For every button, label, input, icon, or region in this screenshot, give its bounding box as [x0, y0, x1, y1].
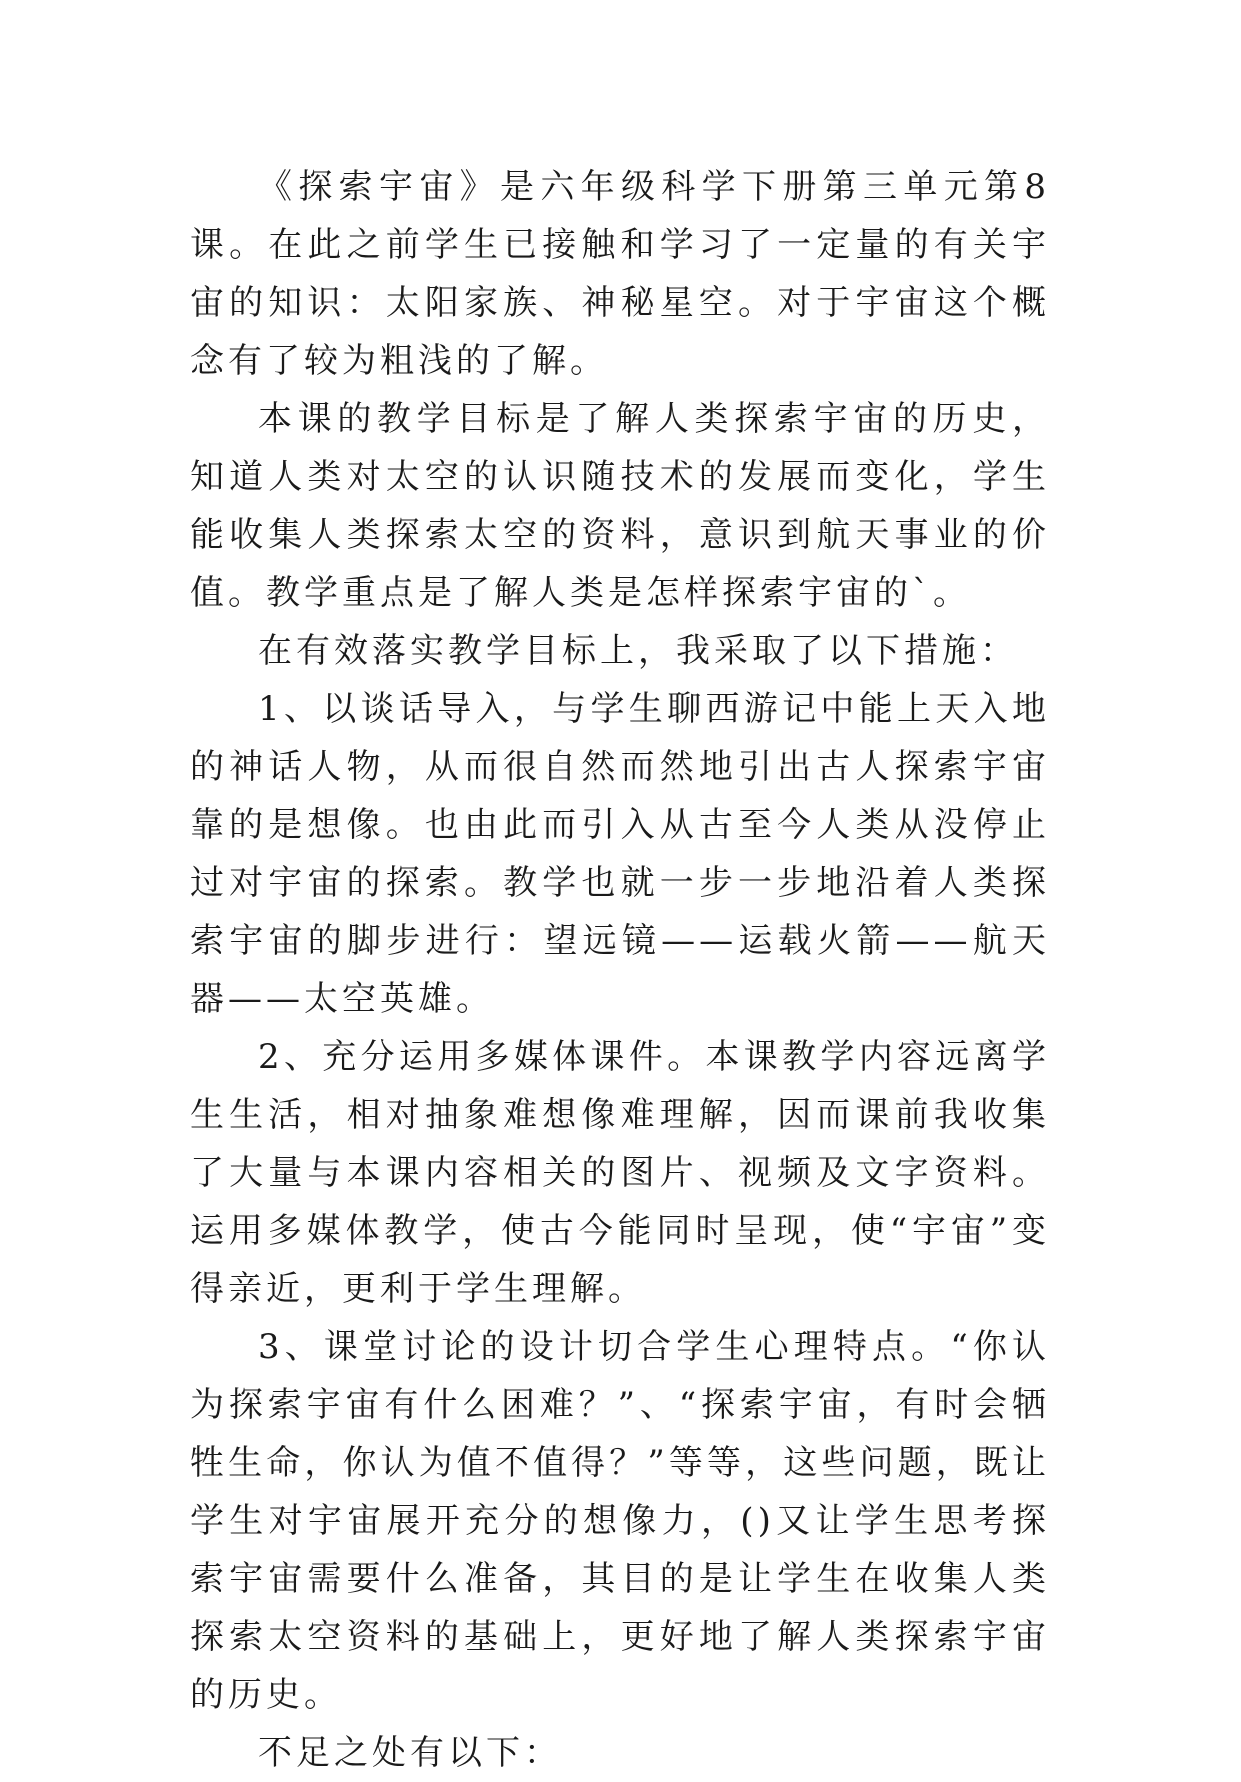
paragraph-objectives: 本课的教学目标是了解人类探索宇宙的历史，知道人类对太空的认识随技术的发展而变化，学生能收集人类探索太空的资料，意识到航天事业的价值。教学重点是了解人类是怎样探索宇宙的`。: [190, 399, 1050, 613]
paragraph-measure-3: 3、课堂讨论的设计切合学生心理特点。“你认为探索宇宙有什么困难？”、“探索宇宙，有时会牺牲生命，你认为值不值得？”等等，这些问题，既让学生对宇宙展开充分的想像力，()又让学生思考探索宇宙需要什么准备，其目的是让学生在收集人类探索太空资料的基础上，更好地了解人类探索宇宙的历史。: [190, 1327, 1050, 1715]
paragraph-measure-1: 1、以谈话导入，与学生聊西游记中能上天入地的神话人物，从而很自然而然地引出古人探索宇宙靠的是想像。也由此而引入从古至今人类从没停止过对宇宙的探索。教学也就一步一步地沿着人类探索宇宙的脚步进行：望远镜——运载火箭——航天器——太空英雄。: [190, 689, 1050, 1019]
paragraph-shortcomings-heading: 不足之处有以下：: [258, 1733, 562, 1773]
document-body: [190, 158, 1050, 1782]
paragraph-measure-2: 2、充分运用多媒体课件。本课教学内容远离学生生活，相对抽象难想像难理解，因而课前我收集了大量与本课内容相关的图片、视频及文字资料。运用多媒体教学，使古今能同时呈现，使“宇宙”变得亲近，更利于学生理解。: [190, 1037, 1050, 1309]
paragraph-intro: 《探索宇宙》是六年级科学下册第三单元第8课。在此之前学生已接触和学习了一定量的有关宇宙的知识：太阳家族、神秘星空。对于宇宙这个概念有了较为粗浅的了解。: [190, 167, 1050, 381]
paragraph-measures-heading: 在有效落实教学目标上，我采取了以下措施：: [258, 631, 1018, 671]
